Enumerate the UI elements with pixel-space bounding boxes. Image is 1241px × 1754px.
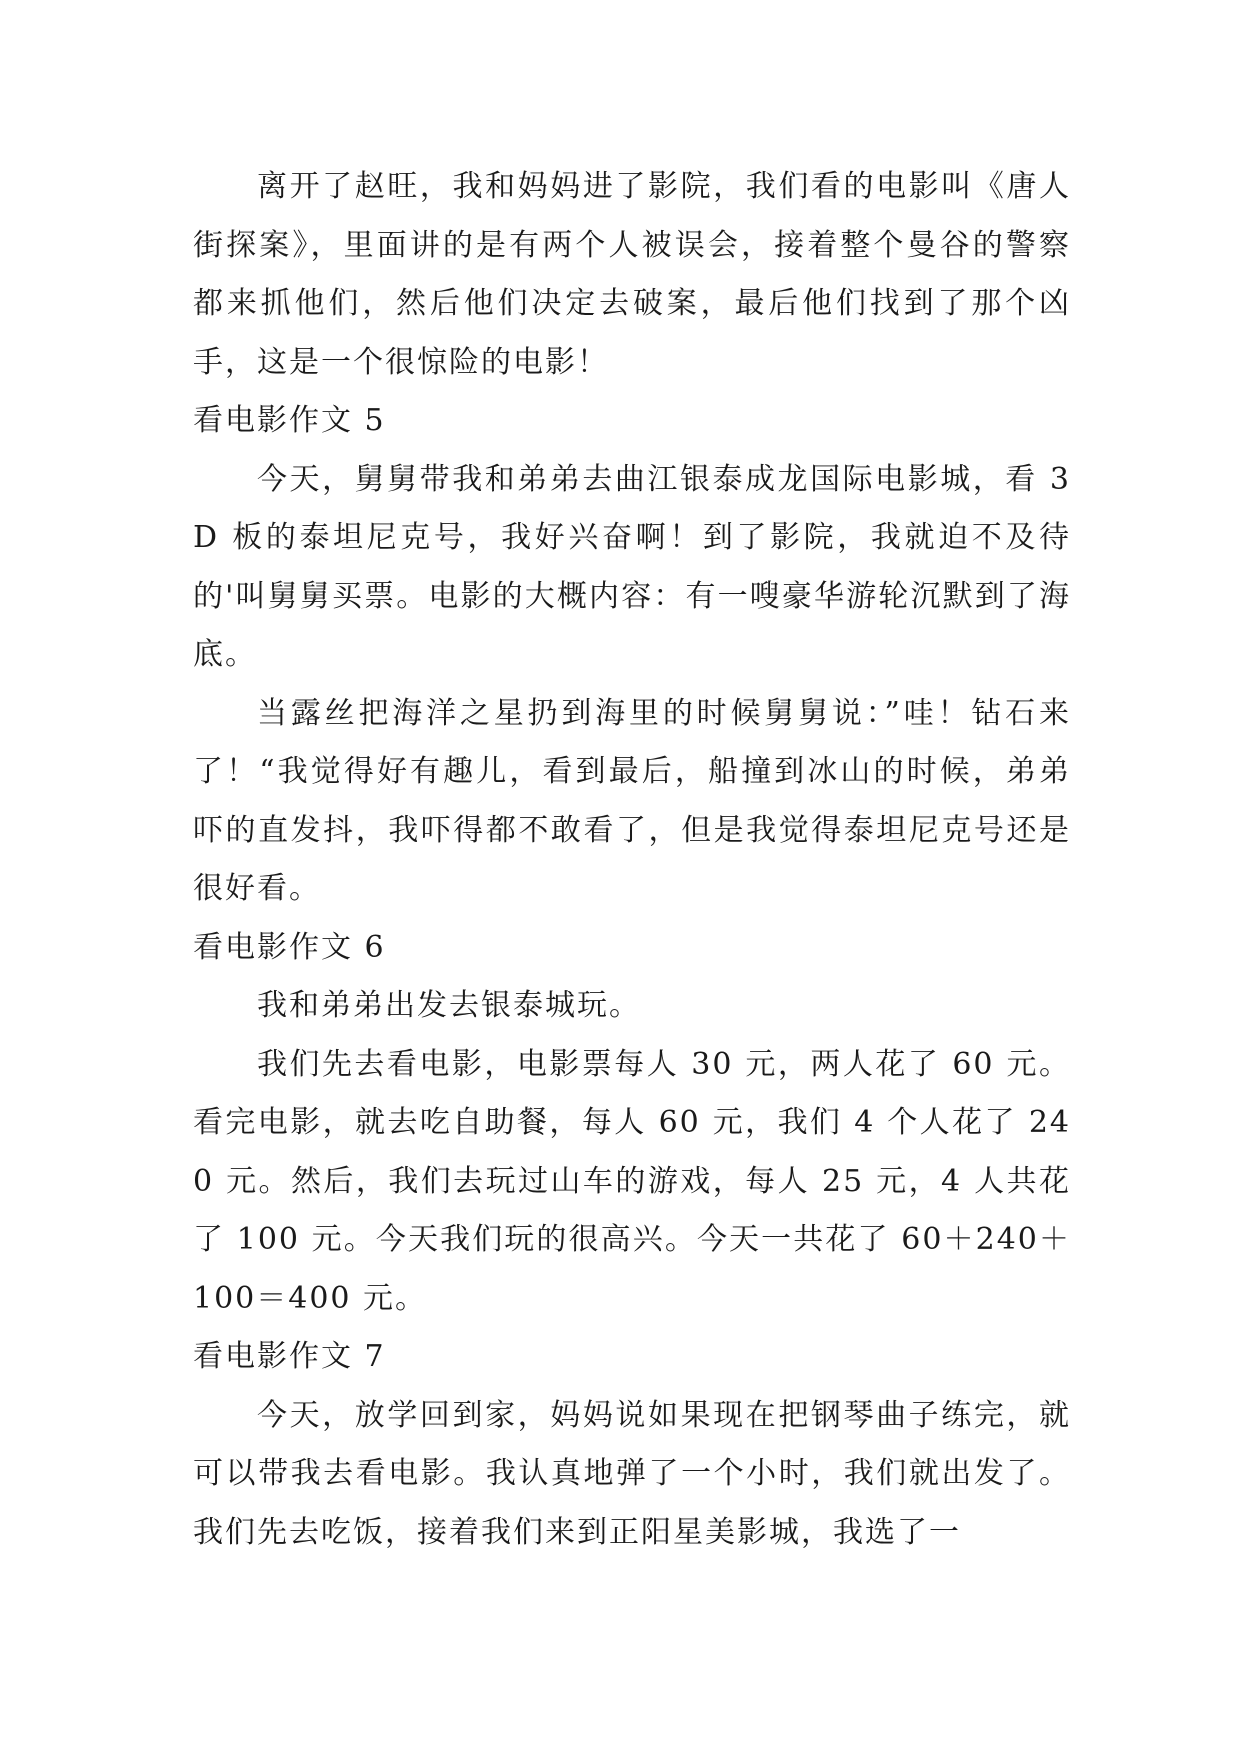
paragraph: 我们先去看电影，电影票每人 30 元，两人花了 60 元。看完电影，就去吃自助餐，每人 60 元，我们 4 个人花了 240 元。然后，我们去玩过山车的游戏，每人 25 元，4 人共花了 100 元。今天我们玩的很高兴。今天一共花了 60＋240＋100＝400 元。 bbox=[193, 1046, 1071, 1316]
paragraph: 今天，舅舅带我和弟弟去曲江银泰成龙国际电影城，看 3D 板的泰坦尼克号，我好兴奋啊！到了影院，我就迫不及待的'叫舅舅买票。电影的大概内容：有一嗖豪华游轮沉默到了海底。 bbox=[193, 461, 1071, 672]
section-heading: 看电影作文 6 bbox=[193, 929, 386, 965]
paragraph: 当露丝把海洋之星扔到海里的时候舅舅说：”哇！钻石来了！“我觉得好有趣儿，看到最后，船撞到冰山的时候，弟弟吓的直发抖，我吓得都不敢看了，但是我觉得泰坦尼克号还是很好看。 bbox=[193, 695, 1071, 906]
paragraph: 今天，放学回到家，妈妈说如果现在把钢琴曲子练完，就可以带我去看电影。我认真地弹了一个小时，我们就出发了。我们先去吃饭，接着我们来到正阳星美影城，我选了一 bbox=[193, 1397, 1071, 1550]
section-heading: 看电影作文 7 bbox=[193, 1339, 386, 1374]
paragraph: 我和弟弟出发去银泰城玩。 bbox=[257, 988, 641, 1023]
section-heading: 看电影作文 5 bbox=[193, 403, 386, 438]
document-body bbox=[193, 158, 1071, 1562]
paragraph: 离开了赵旺，我和妈妈进了影院，我们看的电影叫《唐人街探案》，里面讲的是有两个人被误会，接着整个曼谷的警察都来抓他们，然后他们决定去破案，最后他们找到了那个凶手，这是一个很惊险的电影！ bbox=[193, 169, 1071, 380]
